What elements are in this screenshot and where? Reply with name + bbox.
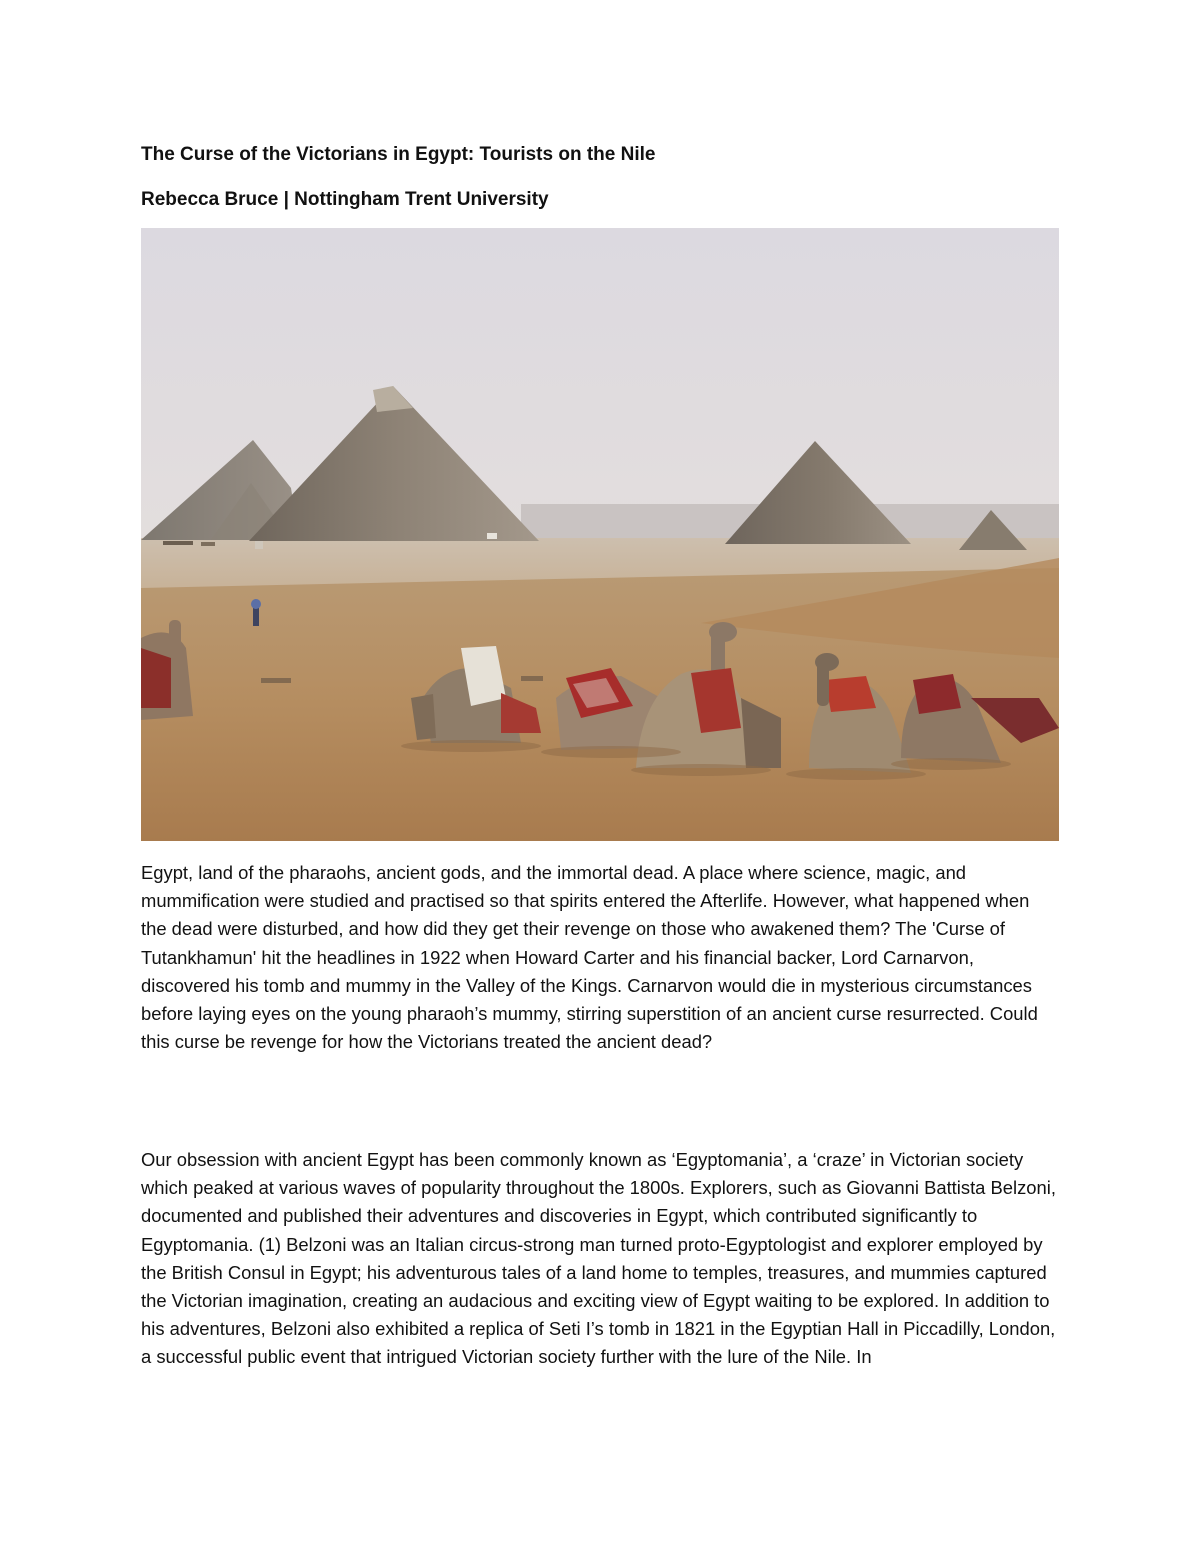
body-paragraph-1: Egypt, land of the pharaohs, ancient gods, and the immortal dead. A place where science, magic, and mummification were studied and practised so that spirits entered the Afterlife. However, what happened when the dead were disturbed, and how did they get their revenge on those who awakened them? The 'Curse of Tutankhamun' hit the headlines in 1922 when Howard Carter and his financial backer, Lord Carnarvon, discovered his tomb and mummy in the Valley of the Kings. Carnarvon would die in mysterious circumstances before laying eyes on the young pharaoh’s mummy, stirring superstition of an ancient curse resurrected. Could this curse be revenge for how the Victorians treated the ancient dead?	[141, 862, 1038, 1053]
pyramids-and-camels-photo	[141, 228, 1059, 841]
body-paragraph-2: Our obsession with ancient Egypt has been commonly known as ‘Egyptomania’, a ‘craze’ in Victorian society which peaked at various waves of popularity throughout the 1800s. Explorers, such as Giovanni Battista Belzoni, documented and published their adventures and discoveries in Egypt, which contributed significantly to Egyptomania. (1) Belzoni was an Italian circus-strong man turned proto-Egyptologist and explorer employed by the British Consul in Egypt; his adventurous tales of a land home to temples, treasures, and mummies captured the Victorian imagination, creating an audacious and exciting view of Egypt waiting to be explored. In addition to his adventures, Belzoni also exhibited a replica of Seti I’s tomb in 1821 in the Egyptian Hall in Piccadilly, London, a successful public event that intrigued Victorian society further with the lure of the Nile. In	[141, 1149, 1056, 1368]
article-byline: Rebecca Bruce | Nottingham Trent University	[141, 189, 549, 210]
article-title: The Curse of the Victorians in Egypt: Tourists on the Nile	[141, 144, 656, 165]
